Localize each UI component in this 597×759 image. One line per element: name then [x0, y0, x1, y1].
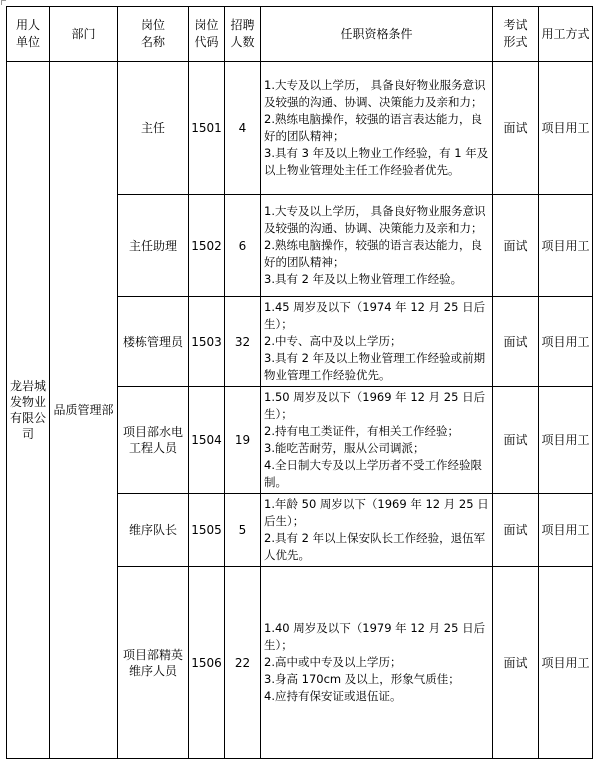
position-code-cell: 1506 — [189, 567, 225, 759]
count-cell: 4 — [225, 62, 261, 195]
requirements-cell — [261, 387, 493, 494]
requirement-item: 2.熟练电脑操作，较强的语言表达能力，良好的团队精神； — [264, 238, 482, 269]
requirement-item: 2.中专、高中及以上学历； — [264, 334, 402, 348]
count-cell: 19 — [225, 387, 261, 494]
requirement-item: 1.45 周岁及以下（1974 年 12 月 25 日后生）； — [264, 300, 486, 331]
requirement-item: 1.大专及以上学历， 具备良好物业服务意识及较强的沟通、协调、决策能力及亲和力； — [264, 204, 486, 235]
exam-cell: 面试 — [493, 494, 539, 567]
employment-cell: 项目用工 — [539, 297, 593, 387]
position-name-cell: 主任助理 — [118, 195, 189, 297]
employment-cell: 项目用工 — [539, 567, 593, 759]
requirements-cell — [261, 195, 493, 297]
table-row — [7, 62, 593, 195]
position-code-cell: 1502 — [189, 195, 225, 297]
count-cell: 22 — [225, 567, 261, 759]
header-employer: 用人 单位 — [7, 7, 50, 62]
count-cell: 32 — [225, 297, 261, 387]
exam-cell: 面试 — [493, 387, 539, 494]
requirement-item: 1.大专及以上学历， 具备良好物业服务意识及较强的沟通、协调、决策能力及亲和力； — [264, 78, 486, 109]
count-cell: 5 — [225, 494, 261, 567]
requirements-cell — [261, 567, 493, 759]
requirement-item: 3.身高 170cm 及以上，形象气质佳； — [264, 672, 460, 686]
employment-cell: 项目用工 — [539, 195, 593, 297]
exam-cell: 面试 — [493, 62, 539, 195]
employment-cell: 项目用工 — [539, 387, 593, 494]
requirement-item: 2.持有电工类证件，有相关工作经验； — [264, 424, 459, 438]
requirement-item: 3.具有 2 年及以上物业管理工作经验或前期物业管理工作经验优先。 — [264, 351, 486, 382]
requirements-cell — [261, 297, 493, 387]
requirement-item: 3.能吃苦耐劳，服从公司调派； — [264, 441, 425, 455]
position-name-cell: 楼栋管理员 — [118, 297, 189, 387]
header-row — [7, 7, 593, 62]
requirement-item: 1.50 周岁及以下（1969 年 12 月 25 日后生）； — [264, 390, 486, 421]
employment-cell: 项目用工 — [539, 494, 593, 567]
header-employment: 用工方式 — [539, 7, 593, 62]
header-count: 招聘 人数 — [225, 7, 261, 62]
position-code-cell: 1503 — [189, 297, 225, 387]
employment-cell: 项目用工 — [539, 62, 593, 195]
requirement-item: 3.具有 2 年及以上物业管理工作经验。 — [264, 272, 463, 286]
header-requirements: 任职资格条件 — [261, 7, 493, 62]
requirement-item: 4.应持有保安证或退伍证。 — [264, 689, 402, 703]
position-code-cell: 1505 — [189, 494, 225, 567]
position-code-cell: 1504 — [189, 387, 225, 494]
position-name-cell: 主任 — [118, 62, 189, 195]
requirement-item: 1.年龄 50 周岁以下（1969 年 12 月 25 日后生）； — [264, 497, 489, 528]
requirement-item: 2.具有 2 年以上保安队长工作经验，退伍军人优先。 — [264, 531, 486, 562]
header-department: 部门 — [50, 7, 118, 62]
exam-cell: 面试 — [493, 195, 539, 297]
header-exam: 考试 形式 — [493, 7, 539, 62]
exam-cell: 面试 — [493, 567, 539, 759]
requirement-item: 2.高中或中专及以上学历； — [264, 655, 402, 669]
position-code-cell: 1501 — [189, 62, 225, 195]
requirement-item: 2.熟练电脑操作，较强的语言表达能力，良好的团队精神； — [264, 112, 482, 143]
position-name-cell: 项目部精英 维序人员 — [118, 567, 189, 759]
requirements-cell — [261, 62, 493, 195]
requirements-cell — [261, 494, 493, 567]
header-position-name: 岗位 名称 — [118, 7, 189, 62]
header-position-code: 岗位 代码 — [189, 7, 225, 62]
recruitment-table — [6, 6, 593, 759]
requirement-item: 4.全日制大专及以上学历者不受工作经验限制。 — [264, 458, 482, 489]
employer-cell: 龙岩城 发物业 有限公 司 — [7, 62, 50, 759]
page-corner-mark — [1, 0, 6, 5]
count-cell: 6 — [225, 195, 261, 297]
position-name-cell: 项目部水电 工程人员 — [118, 387, 189, 494]
department-cell: 品质管理部 — [50, 62, 118, 759]
exam-cell: 面试 — [493, 297, 539, 387]
requirement-item: 1.40 周岁及以下（1979 年 12 月 25 日后生）； — [264, 621, 486, 652]
position-name-cell: 维序队长 — [118, 494, 189, 567]
requirement-item: 3.具有 3 年及以上物业工作经验，有 1 年及以上物业管理处主任工作经验者优先。 — [264, 146, 489, 177]
